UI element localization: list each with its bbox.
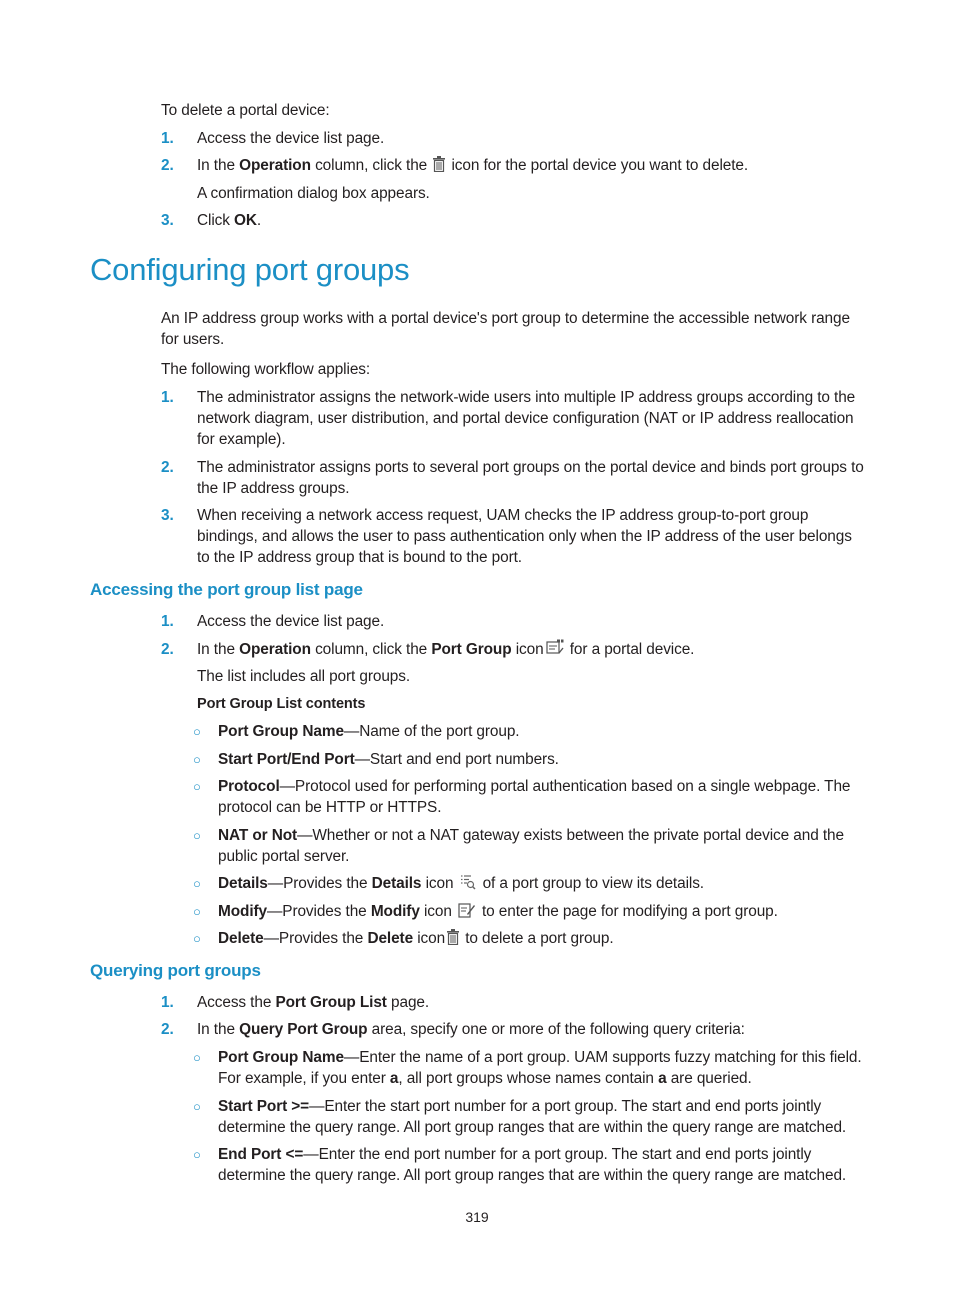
- example-value: a: [389, 1070, 399, 1087]
- field-description: For example, if you enter: [218, 1070, 390, 1087]
- list-item-continuation: determine the query range. All port group ranges that are within the query range are matched.: [218, 1167, 847, 1184]
- field-description: —Name of the port group.: [343, 723, 520, 740]
- step-number: 3.: [161, 507, 174, 524]
- field-description: of a port group to view its details.: [478, 875, 704, 892]
- list-item-continuation: determine the query range. All port group ranges that are within the query range are matched.: [218, 1119, 847, 1136]
- step-text: [197, 1019, 745, 1040]
- workflow-step: The administrator assigns the network-wide users into multiple IP address groups according to the network diagram, user distribution, and portal device configuration (NAT or IP address reallocation for example).: [197, 389, 856, 448]
- step-text: [197, 155, 748, 178]
- field-name: Port Group Name: [218, 1049, 344, 1066]
- field-description: to delete a port group.: [461, 930, 614, 947]
- list-item: [218, 873, 704, 896]
- field-description: —Enter the start port number for a port group. The start and end ports jointly: [309, 1098, 822, 1115]
- list-item: [218, 825, 868, 867]
- ui-term: Operation: [239, 641, 311, 658]
- step-text-part: column, click the: [310, 641, 432, 658]
- step-text-part: In the: [197, 641, 240, 658]
- step-number: 1.: [161, 994, 174, 1011]
- step-number: 2.: [161, 459, 174, 476]
- step-text-part: icon for the portal device you want to delete.: [447, 157, 749, 174]
- step-text: [197, 639, 694, 661]
- step-text-part: Access the: [197, 994, 276, 1011]
- ui-term: Delete: [367, 930, 414, 947]
- details-icon: [460, 874, 476, 896]
- step-text-part: page.: [386, 994, 430, 1011]
- field-name: Modify: [218, 903, 267, 920]
- step-number: 2.: [161, 1021, 174, 1038]
- bullet: ○: [193, 779, 201, 794]
- field-name: End Port <=: [218, 1146, 304, 1163]
- example-value: a: [658, 1070, 667, 1087]
- field-description: —Enter the name of a port group. UAM supports fuzzy matching for this field.: [343, 1049, 862, 1066]
- intro-text: To delete a portal device:: [161, 102, 330, 119]
- step-text-part: for a portal device.: [565, 641, 695, 658]
- step-number: 2.: [161, 157, 174, 174]
- bullet: ○: [193, 828, 201, 843]
- bullet: ○: [193, 876, 201, 891]
- section-heading: Configuring port groups: [90, 252, 410, 287]
- step-text: Access the device list page.: [197, 130, 385, 147]
- field-description: —Whether or not a NAT gateway exists between the private portal device and the public portal server.: [218, 827, 844, 865]
- modify-icon: [458, 902, 476, 924]
- field-name: NAT or Not: [218, 827, 298, 844]
- step-number: 1.: [161, 613, 174, 630]
- bullet: ○: [193, 1147, 201, 1162]
- field-description: —Provides the: [266, 903, 371, 920]
- step-text-part: icon: [511, 641, 544, 658]
- field-name: Port Group Name: [218, 723, 344, 740]
- step-text-part: area, specify one or more of the following query criteria:: [367, 1021, 745, 1038]
- field-name: Protocol: [218, 778, 280, 795]
- step-text: Access the device list page.: [197, 613, 385, 630]
- step-text: [197, 210, 261, 231]
- trash-icon: [447, 929, 459, 951]
- ui-term: Port Group: [431, 641, 512, 658]
- bullet: ○: [193, 752, 201, 767]
- list-item: [218, 749, 559, 770]
- step-note: A confirmation dialog box appears.: [197, 185, 430, 202]
- step-text-part: Click: [197, 212, 235, 229]
- bullet: ○: [193, 724, 201, 739]
- list-item: [218, 1047, 862, 1068]
- list-item-continuation: [218, 1068, 752, 1089]
- field-description: —Provides the: [263, 930, 368, 947]
- list-item: [218, 721, 519, 742]
- field-description: to enter the page for modifying a port group.: [477, 903, 778, 920]
- ui-term: Details: [371, 875, 422, 892]
- bullet: ○: [193, 904, 201, 919]
- field-name: Delete: [218, 930, 264, 947]
- field-description: —Enter the end port number for a port group. The start and end ports jointly: [303, 1146, 812, 1163]
- step-number: 1.: [161, 389, 174, 406]
- field-description: icon: [413, 930, 446, 947]
- ui-term: Operation: [239, 157, 311, 174]
- step-number: 1.: [161, 130, 174, 147]
- port-group-icon: [546, 639, 564, 661]
- field-description: —Provides the: [267, 875, 372, 892]
- field-name: Start Port/End Port: [218, 751, 355, 768]
- field-description: , all port groups whose names contain: [398, 1070, 659, 1087]
- field-description: icon: [419, 903, 452, 920]
- list-item: [218, 776, 868, 818]
- field-description: —Protocol used for performing portal authentication based on a single webpage. The protocol can be HTTP or HTTPS.: [218, 778, 851, 816]
- list-item: [218, 928, 614, 951]
- field-description: —Start and end port numbers.: [354, 751, 559, 768]
- step-number: 3.: [161, 212, 174, 229]
- bullet: ○: [193, 1050, 201, 1065]
- step-text-part: column, click the: [310, 157, 432, 174]
- ui-term: OK: [234, 212, 257, 229]
- workflow-intro: The following workflow applies:: [161, 361, 371, 378]
- ui-term: Modify: [370, 903, 420, 920]
- workflow-step: When receiving a network access request, UAM checks the IP address group-to-port group bindings, and allows the user to pass authentication only when the IP address of the user belongs to the IP address group that is bound to the port.: [197, 507, 852, 566]
- step-number: 2.: [161, 641, 174, 658]
- page-number: 319: [465, 1209, 489, 1225]
- bullet: ○: [193, 931, 201, 946]
- workflow-step: The administrator assigns ports to several port groups on the portal device and binds port groups to the IP address groups.: [197, 459, 864, 497]
- field-name: Start Port >=: [218, 1098, 310, 1115]
- step-text-part: In the: [197, 1021, 240, 1038]
- ui-term: Query Port Group: [239, 1021, 368, 1038]
- list-item: [218, 901, 778, 924]
- bullet: ○: [193, 1099, 201, 1114]
- trash-icon: [433, 156, 445, 178]
- field-description: are queried.: [666, 1070, 752, 1087]
- field-name: Details: [218, 875, 268, 892]
- step-text-part: .: [256, 212, 262, 229]
- list-item: [218, 1096, 821, 1117]
- field-description: icon: [421, 875, 454, 892]
- overview-paragraph: An IP address group works with a portal device's port group to determine the accessible network range for users.: [161, 310, 850, 348]
- subsection-heading-accessing: Accessing the port group list page: [90, 580, 363, 599]
- list-title: Port Group List contents: [197, 696, 366, 712]
- step-note: The list includes all port groups.: [197, 668, 411, 685]
- ui-term: Port Group List: [275, 994, 387, 1011]
- list-item: [218, 1144, 811, 1165]
- step-text-part: In the: [197, 157, 240, 174]
- step-text: [197, 992, 429, 1013]
- subsection-heading-querying: Querying port groups: [90, 961, 261, 980]
